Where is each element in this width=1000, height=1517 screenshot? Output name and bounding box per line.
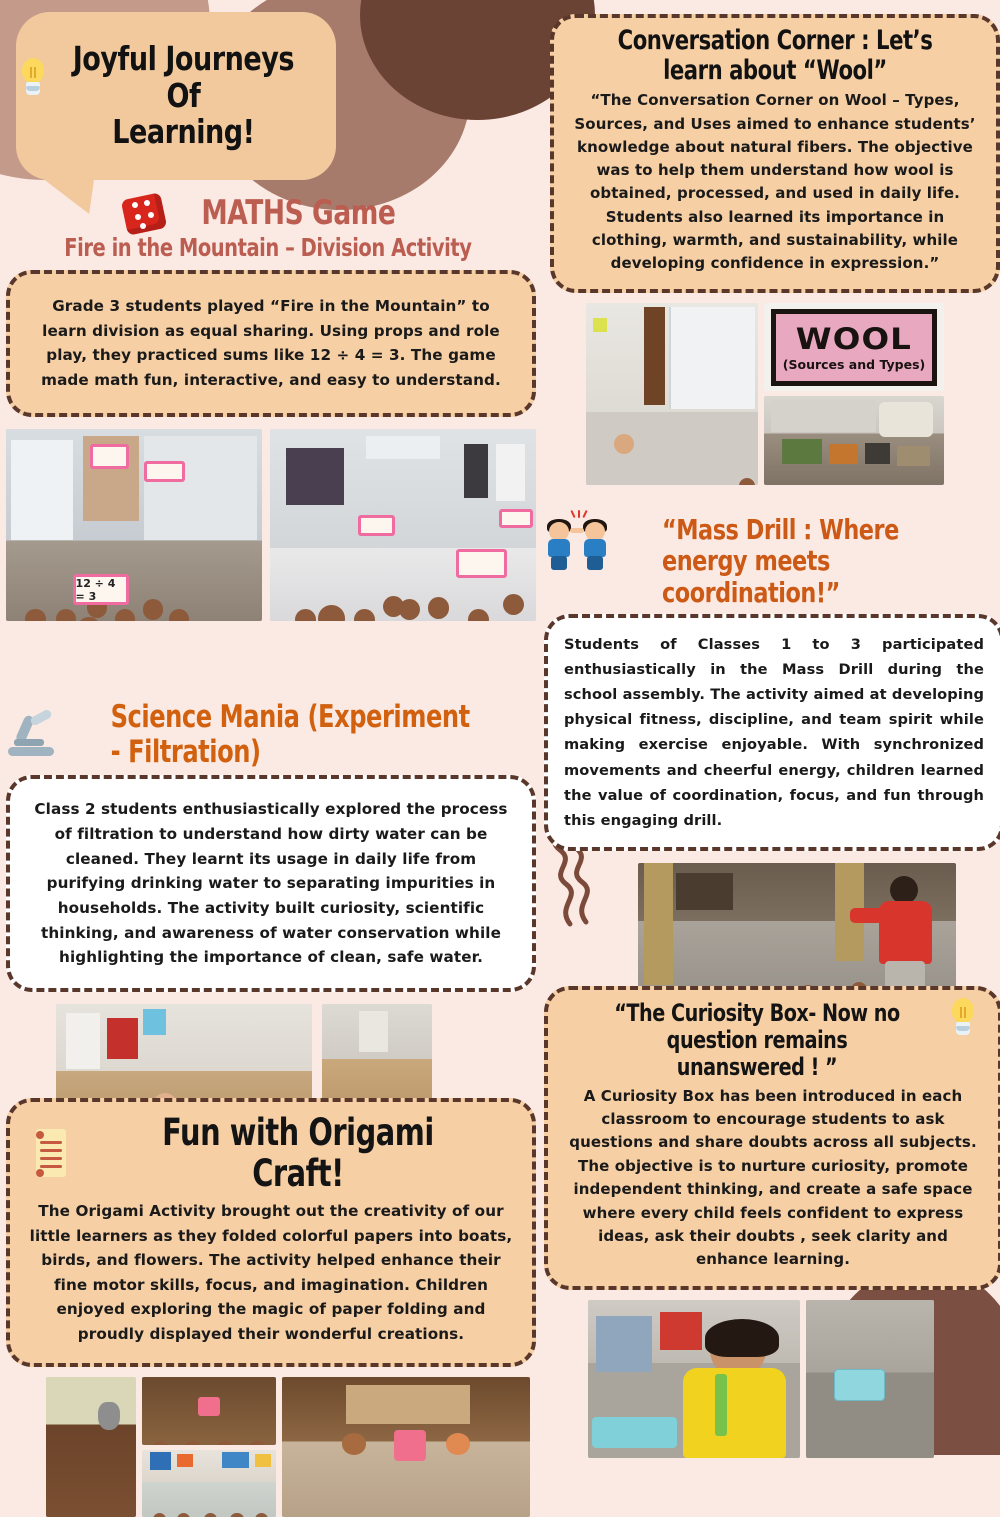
curiosity-photo-strip: [544, 1300, 1000, 1458]
wool-description-card: [550, 14, 1000, 293]
massdrill-description-card: [544, 614, 1000, 851]
maths-prop-sign: [456, 549, 507, 578]
page-title: Joyful Journeys Of Learning!: [72, 38, 295, 152]
massdrill-title: “Mass Drill : Where energy meets coordination!”: [662, 513, 899, 609]
curiosity-title: “The Curiosity Box- Now no question remains unanswered ! ”: [614, 999, 900, 1081]
maths-title: MATHS Game: [200, 192, 396, 233]
headline-speech-bubble: [16, 12, 336, 180]
maths-description-card: [6, 270, 536, 417]
bulb-icon: [950, 998, 976, 1036]
wool-title: Conversation Corner : Let’s learn about “Wool”: [617, 25, 933, 86]
maths-photo-strip: [6, 429, 536, 621]
dice-icon: [120, 190, 170, 236]
wool-body-text: “The Conversation Corner on Wool – Types, Sources, and Uses aimed to enhance students’ knowledge about natural fibers. The objective was to help them understand how wool is obtained, processed, and used in daily life. Students also learned its importance in clothing, warmth, and sustainability, while developing confidence in expression.”: [574, 91, 976, 273]
curiosity-description-card: [544, 986, 1000, 1290]
maths-photo-1: [6, 429, 262, 621]
maths-body-text: Grade 3 students played “Fire in the Mountain” to learn division as equal sharing. Using props and role play, they practiced sums like 12 ÷ 4 = 3. The game made math fun, interactive, and easy to understand.: [41, 297, 501, 389]
section-curiosity: [544, 986, 1000, 1458]
origami-photo-1: [46, 1377, 136, 1517]
curiosity-photo-2: [806, 1300, 934, 1458]
curiosity-body-text: A Curiosity Box has been introduced in each classroom to encourage students to ask questions and share doubts across all subjects. The objective is to nurture curiosity, promote independent thinking, and create a safe space where every child feels confident to express ideas, ask their doubts , seek clarity and enhance learning.: [569, 1086, 977, 1269]
wool-photo-3: [764, 396, 944, 485]
science-description-card: [6, 775, 536, 991]
origami-photo-stack: [142, 1377, 276, 1517]
curiosity-box-prop: [834, 1369, 885, 1401]
section-massdrill: [544, 512, 1000, 1033]
origami-photo-3: [142, 1450, 276, 1517]
section-maths: [6, 190, 536, 621]
curiosity-photo-1: [588, 1300, 800, 1458]
origami-description-card: [6, 1098, 536, 1367]
wool-photo-1: [586, 303, 758, 485]
origami-title-row: [28, 1112, 514, 1195]
wool-sign-subheading: (Sources and Types): [782, 357, 926, 373]
science-title: Science Mania (Experiment - Filtration): [110, 699, 470, 770]
wool-photo-strip: [550, 303, 1000, 485]
origami-photo-strip: [6, 1377, 536, 1517]
maths-prop-sign: [90, 444, 128, 469]
section-wool: [550, 14, 1000, 485]
maths-prop-sign: [144, 461, 185, 482]
microscope-icon: [6, 713, 58, 757]
maths-title-row: [6, 190, 536, 236]
maths-prop-sign: [358, 515, 395, 536]
science-title-row: [6, 700, 536, 769]
wool-sign-heading: WOOL: [795, 322, 913, 357]
scroll-icon: [28, 1125, 74, 1181]
maths-prop-sign: [499, 509, 534, 528]
bulb-icon: [20, 58, 46, 96]
origami-photo-4: [282, 1377, 530, 1517]
curiosity-box-prop: [592, 1417, 677, 1449]
origami-photo-2: [142, 1377, 276, 1445]
maths-answer-sign: 12 ÷ 4 = 3: [73, 574, 129, 605]
section-origami: [6, 1098, 536, 1517]
massdrill-title-row: [544, 512, 1000, 608]
wool-photo-stack: [764, 303, 944, 485]
wool-sign-board: [771, 309, 937, 386]
maths-subtitle: Fire in the Mountain – Division Activity: [64, 233, 472, 262]
high-five-icon: [544, 512, 618, 570]
science-body-text: Class 2 students enthusiastically explored the process of filtration to understand how dirty water can be cleaned. They learnt its usage in daily life from purifying drinking water to separating impurities in households. The activity built curiosity, scientific thinking, and awareness of water conservation while highlighting the importance of clean, safe water.: [34, 800, 508, 967]
wool-photo-2: [764, 303, 944, 391]
origami-body-text: The Origami Activity brought out the creativity of our little learners as they folded colorful papers into boats, birds, and flowers. The activity helped enhance their fine motor skills, focus, and imagination. Children enjoyed exploring the magic of paper folding and proudly displayed their wonderful creations.: [29, 1201, 513, 1343]
origami-title: Fun with Origami Craft!: [162, 1111, 434, 1196]
massdrill-body-text: Students of Classes 1 to 3 participated enthusiastically in the Mass Drill during the school assembly. The activity aimed at developing physical fitness, discipline, and team spirit while making exercise enjoyable. With synchronized movements and cheerful energy, children learned the value of coordination, focus, and fun through this engaging drill.: [564, 636, 984, 829]
maths-photo-2: [270, 429, 536, 621]
section-science: [6, 700, 536, 1124]
